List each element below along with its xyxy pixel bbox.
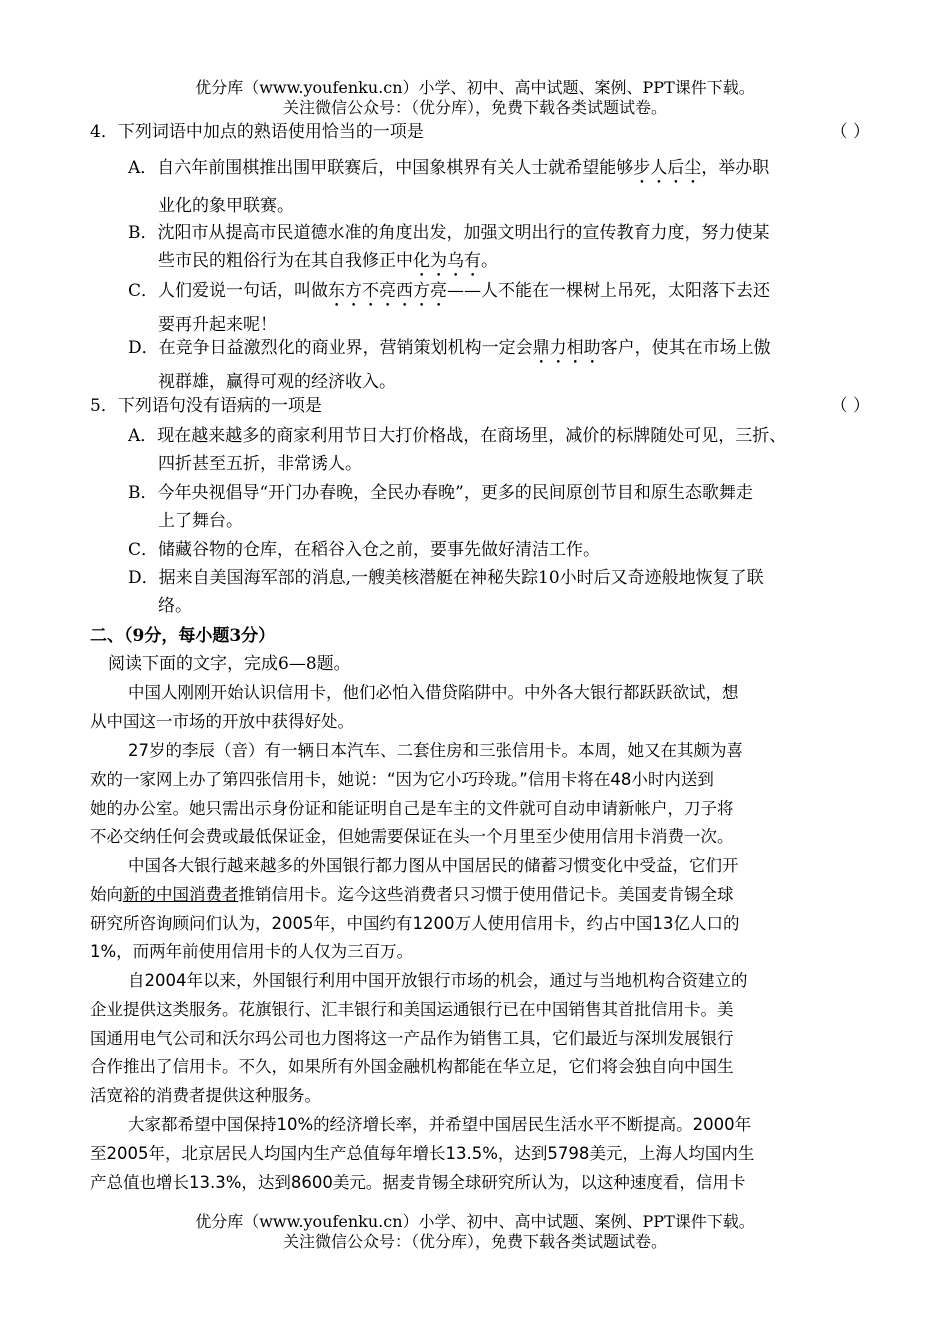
page-footer [0, 1212, 950, 1252]
passage-line: 产总值也增长13.3%，达到8600美元。据麦肯锡全球研究所认为，以这种速度看，信用卡 [90, 1172, 746, 1192]
option-continuation: 上了舞台。 [158, 511, 243, 531]
question-4-option-b [128, 219, 863, 281]
option-text: ，举办职 [701, 158, 770, 178]
option-text: B．今年央视倡导“开门办春晚，全民办春晚”，更多的民间原创节目和原生态歌舞走 [128, 483, 753, 503]
option-text: 些市民的粗俗行为在其自我修正中 [158, 251, 413, 271]
passage-paragraph-1 [90, 679, 860, 737]
passage-line: 大家都希望中国保持10%的经济增长率，并希望中国居民生活水平不断提高。2000年 [128, 1115, 752, 1134]
passage-paragraph-3 [90, 852, 860, 967]
option-text: D．在竞争日益激烈化的商业界，营销策划机构一定会 [128, 338, 533, 358]
footer-line-2: 关注微信公众号：（优分库），免费下载各类试题试卷。 [282, 1232, 667, 1251]
passage-text: 始向 [90, 884, 123, 904]
passage-line: 27岁的李辰（音）有一辆日本汽车、二套住房和三张信用卡。本周，她又在其颇为喜 [128, 741, 743, 760]
option-continuation: 要再升起来呢！ [158, 315, 277, 335]
passage-line: 中国各大银行越来越多的外国银行都力图从中国居民的储蓄习惯变化中受益，它们开 [128, 856, 739, 875]
option-continuation: 络。 [158, 596, 192, 616]
passage-line: 自2004年以来，外国银行利用中国开放银行市场的机会，通过与当地机构合资建立的 [128, 971, 748, 990]
passage-line: 1%，而两年前使用信用卡的人仅为三百万。 [90, 942, 414, 962]
option-continuation: 业化的象甲联赛。 [158, 196, 294, 216]
passage-line: 中国人刚刚开始认识信用卡，他们必怕入借贷陷阱中。中外各大银行都跃跃欲试，想 [128, 683, 739, 702]
option-text: 客户，使其在市场上傲 [600, 338, 771, 358]
dotted-idiom: 鼎力相助 [532, 338, 601, 358]
option-text: A．自六年前围棋推出围甲联赛后，中国象棋界有关人士就希望能够 [128, 158, 634, 178]
underlined-phrase: 新的中国消费者 [123, 884, 239, 904]
option-text: D．据来自美国海军部的消息,一艘美核潜艇在神秘失踪10小时后又奇迹般地恢复了联 [128, 568, 764, 588]
option-continuation: 四折甚至五折，非常诱人。 [158, 454, 362, 474]
option-continuation: 视群雄，赢得可观的经济收入。 [158, 372, 396, 392]
question-4-option-d [128, 334, 863, 396]
question-4-stem [90, 118, 870, 146]
question-5-answer-blank: （ ） [830, 396, 870, 416]
option-text: C．人们爱说一句话，叫做 [128, 281, 329, 301]
question-4-answer-blank: （ ） [830, 122, 870, 142]
passage-paragraph-4 [90, 967, 860, 1111]
header-line-2: 关注微信公众号：（优分库），免费下载各类试题试卷。 [282, 98, 667, 117]
page-header [0, 78, 950, 118]
passage-line: 企业提供这类服务。花旗银行、汇丰银行和美国运通银行已在中国销售其首批信用卡。美 [90, 999, 734, 1019]
passage-line: 从中国这一市场的开放中获得好处。 [90, 711, 354, 731]
question-5-option-b [128, 479, 863, 535]
footer-line-1: 优分库（www.youfenku.cn）小学、初中、高中试题、案例、PPT课件下载。 [195, 1212, 755, 1231]
header-line-1: 优分库（www.youfenku.cn）小学、初中、高中试题、案例、PPT课件下载。 [195, 78, 755, 97]
passage-line: 至2005年，北京居民人均国内生产总值每年增长13.5%，达到5798美元，上海人均国内生 [90, 1143, 755, 1163]
passage-line: 研究所咨询顾问们认为，2005年，中国约有1200万人使用信用卡，约占中国13亿人口的 [90, 913, 740, 933]
question-4-text: 4．下列词语中加点的熟语使用恰当的一项是 [90, 122, 424, 142]
passage-line: 合作推出了信用卡。不久，如果所有外国金融机构都能在华立足，它们将会独自向中国生 [90, 1057, 734, 1077]
question-4-option-c [128, 277, 863, 339]
question-5-stem [90, 392, 870, 420]
option-text: B．沈阳市从提高市民道德水准的角度出发，加强文明出行的宣传教育力度，努力使某 [128, 223, 770, 243]
option-text: ——人不能在一棵树上吊死，太阳落下去还 [447, 281, 771, 301]
question-5-option-a [128, 422, 863, 478]
question-5-option-c [128, 536, 863, 564]
option-text: C．储藏谷物的仓库，在稻谷入仓之前，要事先做好清洁工作。 [128, 540, 601, 560]
dotted-idiom: 化为乌有 [413, 251, 481, 271]
question-5-option-d [128, 564, 863, 620]
passage-text: 推销信用卡。迄今这些消费者只习惯于使用借记卡。美国麦肯锡全球 [238, 884, 734, 904]
question-4-option-a [128, 150, 863, 224]
passage-line: 欢的一家网上办了第四张信用卡，她说：“因为它小巧玲珑。”信用卡将在48小时内送到 [90, 769, 714, 789]
passage-line: 活宽裕的消费者提供这种服务。 [90, 1086, 321, 1106]
dotted-idiom: 步人后尘 [633, 158, 702, 178]
option-text: A．现在越来越多的商家利用节日大打价格战，在商场里，减价的标牌随处可见，三折、 [128, 426, 787, 446]
dotted-idiom: 东方不亮西方亮 [328, 281, 448, 301]
passage-line: 不必交纳任何会费或最低保证金，但她需要保证在头一个月里至少使用信用卡消费一次。 [90, 827, 734, 847]
option-text: 。 [481, 251, 498, 271]
passage-paragraph-2 [90, 737, 860, 852]
section-2-intro: 阅读下面的文字，完成6—8题。 [108, 654, 351, 674]
passage-line: 国通用电气公司和沃尔玛公司也力图将这一产品作为销售工具，它们最近与深圳发展银行 [90, 1028, 734, 1048]
passage-line: 她的办公室。她只需出示身份证和能证明自己是车主的文件就可自动申请新帐户，刀子将 [90, 798, 734, 818]
question-5-text: 5．下列语句没有语病的一项是 [90, 396, 322, 416]
passage-paragraph-5 [90, 1111, 860, 1197]
section-2-title: 二、（9分，每小题3分） [90, 626, 276, 646]
